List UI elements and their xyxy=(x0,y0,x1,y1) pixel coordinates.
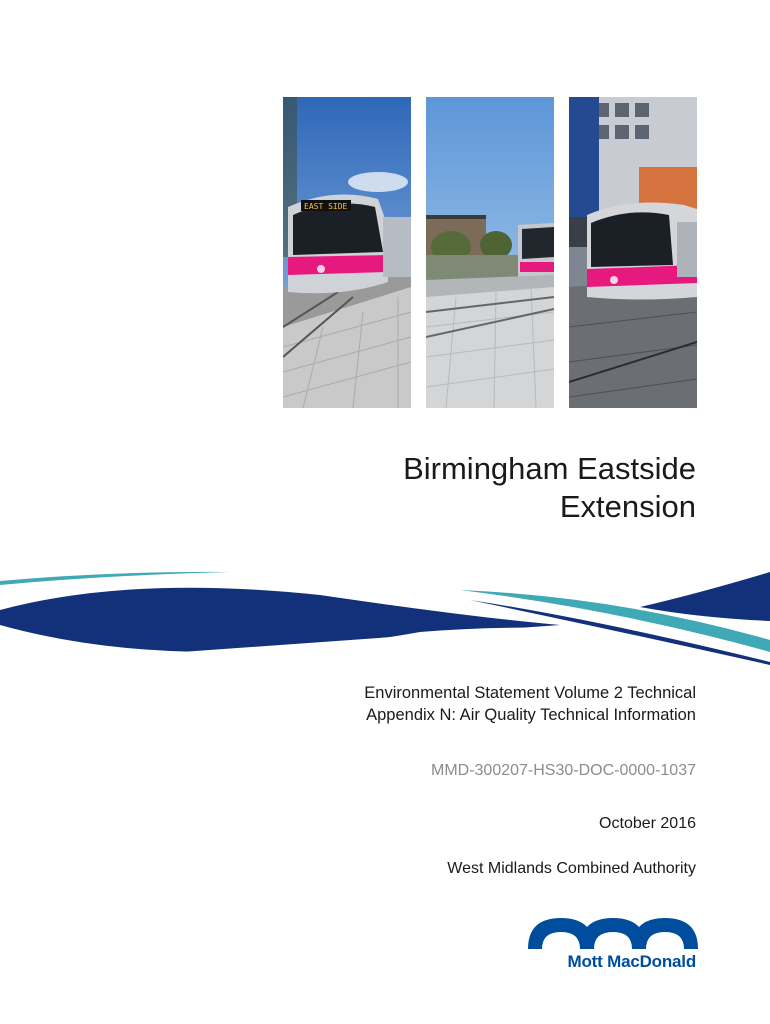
tram-photo-street xyxy=(283,97,411,408)
client-name: West Midlands Combined Authority xyxy=(447,860,696,877)
swoosh-teal-left xyxy=(0,572,230,585)
tram-photo-square xyxy=(426,97,554,408)
subtitle-line-2: Appendix N: Air Quality Technical Information xyxy=(366,706,696,724)
subtitle-line-1: Environmental Statement Volume 2 Technical xyxy=(364,684,696,702)
document-title xyxy=(196,450,696,526)
tram-photo-building xyxy=(569,97,697,408)
logo-wordmark: Mott MacDonald xyxy=(567,952,696,971)
document-reference: MMD-300207-HS30-DOC-0000-1037 xyxy=(430,762,696,779)
decorative-swoosh xyxy=(0,565,770,665)
title-line-2: Extension xyxy=(559,489,696,524)
tram-destination-sign: EAST SIDE xyxy=(304,202,348,211)
document-subtitle xyxy=(136,682,696,726)
document-date: October 2016 xyxy=(599,815,696,832)
title-line-1: Birmingham Eastside xyxy=(403,451,696,486)
